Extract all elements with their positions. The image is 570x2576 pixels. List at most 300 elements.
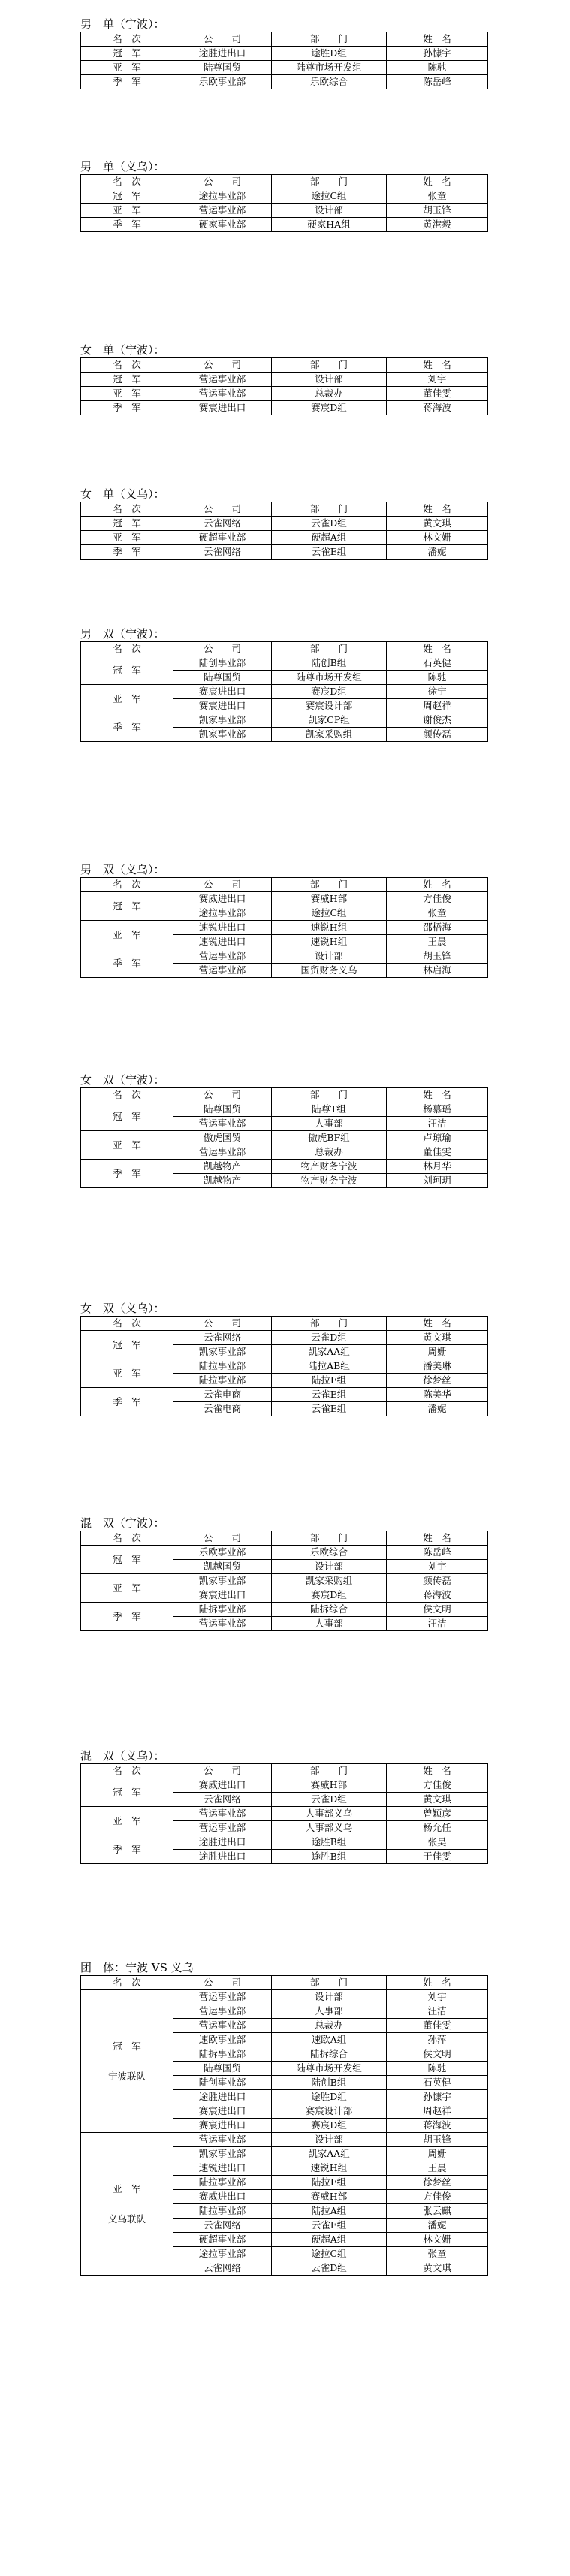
company-cell: 营运事业部: [173, 1145, 272, 1160]
department-cell: 总裁办: [272, 387, 387, 401]
department-cell: 物产财务宁波: [272, 1174, 387, 1188]
department-cell: 赛威H部: [272, 1778, 387, 1793]
department-cell: 陆拉A组: [272, 2204, 387, 2219]
rank-cell: 亚 军: [81, 1131, 173, 1160]
name-cell: 张童: [387, 906, 488, 921]
company-cell: 云雀网络: [173, 1793, 272, 1807]
company-cell: 营运事业部: [173, 2004, 272, 2019]
results-table: [80, 1975, 488, 2276]
header-cell: 公 司: [173, 1531, 272, 1546]
name-cell: 陈岳峰: [387, 1546, 488, 1560]
award-section: [80, 1516, 484, 1631]
name-cell: 刘宇: [387, 1990, 488, 2004]
table-row: [81, 1388, 488, 1402]
department-cell: 云雀E组: [272, 545, 387, 560]
rank-cell: 冠 军 宁波联队: [81, 1990, 173, 2133]
header-cell: 姓 名: [387, 1088, 488, 1102]
rank-cell: 冠 军: [81, 892, 173, 921]
rank-cell: 季 军: [81, 218, 173, 232]
rank-cell: 季 军: [81, 949, 173, 978]
section-title: 女 单（宁波）：: [80, 343, 165, 357]
company-cell: 陆拆事业部: [173, 1603, 272, 1617]
name-cell: 陈驰: [387, 2062, 488, 2076]
table-row: [81, 1778, 488, 1793]
name-cell: 董佳雯: [387, 387, 488, 401]
header-cell: 姓 名: [387, 175, 488, 189]
rank-cell: 季 军: [81, 75, 173, 89]
header-cell: 公 司: [173, 1764, 272, 1778]
department-cell: 设计部: [272, 373, 387, 387]
table-row: [81, 1603, 488, 1617]
company-cell: 营运事业部: [173, 204, 272, 218]
header-row: [81, 1764, 488, 1778]
name-cell: 徐梦丝: [387, 1374, 488, 1388]
name-cell: 董佳雯: [387, 2019, 488, 2033]
header-cell: 名 次: [81, 1531, 173, 1546]
rank-cell: 亚 军 义乌联队: [81, 2133, 173, 2276]
name-cell: 蒋海波: [387, 401, 488, 415]
company-cell: 营运事业部: [173, 2133, 272, 2147]
table-row: [81, 921, 488, 935]
award-section: [80, 17, 484, 89]
header-row: [81, 642, 488, 656]
header-cell: 部 门: [272, 175, 387, 189]
name-cell: 胡玉锋: [387, 204, 488, 218]
department-cell: 总裁办: [272, 2019, 387, 2033]
company-cell: 云雀网络: [173, 1331, 272, 1345]
table-row: [81, 545, 488, 560]
rank-cell: 亚 军: [81, 685, 173, 713]
rank-cell: 冠 军: [81, 1102, 173, 1131]
results-table: [80, 1316, 488, 1416]
company-cell: 营运事业部: [173, 1617, 272, 1631]
header-cell: 公 司: [173, 358, 272, 373]
department-cell: 乐欧综合: [272, 75, 387, 89]
department-cell: 人事部义乌: [272, 1807, 387, 1821]
name-cell: 蒋海波: [387, 1588, 488, 1603]
company-cell: 营运事业部: [173, 1990, 272, 2004]
name-cell: 颜传磊: [387, 1574, 488, 1588]
department-cell: 硬超A组: [272, 531, 387, 545]
rank-cell: 冠 军: [81, 373, 173, 387]
header-cell: 公 司: [173, 1088, 272, 1102]
company-cell: 途拉事业部: [173, 2247, 272, 2261]
name-cell: 潘美琳: [387, 1359, 488, 1374]
name-cell: 孙慷宇: [387, 2090, 488, 2104]
rank-cell: 亚 军: [81, 531, 173, 545]
company-cell: 陆拉事业部: [173, 1374, 272, 1388]
name-cell: 黄文琪: [387, 2261, 488, 2276]
results-table: [80, 877, 488, 978]
name-cell: 蒋海波: [387, 2119, 488, 2133]
department-cell: 速锐H组: [272, 935, 387, 949]
header-cell: 姓 名: [387, 502, 488, 517]
name-cell: 王晨: [387, 2161, 488, 2176]
department-cell: 总裁办: [272, 1145, 387, 1160]
department-cell: 途拉C组: [272, 906, 387, 921]
rank-cell: 亚 军: [81, 1574, 173, 1603]
name-cell: 刘珂玥: [387, 1174, 488, 1188]
rank-cell: 季 军: [81, 1388, 173, 1416]
table-row: [81, 1546, 488, 1560]
rank-cell: 季 军: [81, 1160, 173, 1188]
company-cell: 云雀网络: [173, 2219, 272, 2233]
department-cell: 陆拉F组: [272, 1374, 387, 1388]
department-cell: 硬超A组: [272, 2233, 387, 2247]
company-cell: 营运事业部: [173, 949, 272, 964]
header-cell: 公 司: [173, 32, 272, 47]
department-cell: 途胜B组: [272, 1835, 387, 1850]
company-cell: 途胜进出口: [173, 2090, 272, 2104]
company-cell: 陆拉事业部: [173, 2204, 272, 2219]
header-cell: 名 次: [81, 502, 173, 517]
section-title: 混 双（义乌）：: [80, 1749, 165, 1763]
header-cell: 部 门: [272, 1531, 387, 1546]
header-cell: 名 次: [81, 358, 173, 373]
company-cell: 营运事业部: [173, 387, 272, 401]
header-cell: 部 门: [272, 1088, 387, 1102]
results-table: [80, 1087, 488, 1188]
table-row: [81, 401, 488, 415]
company-cell: 营运事业部: [173, 1821, 272, 1835]
rank-cell: 亚 军: [81, 61, 173, 75]
department-cell: 凯家AA组: [272, 2147, 387, 2161]
company-cell: 凯家事业部: [173, 1345, 272, 1359]
section-title: 团 体：宁波 VS 义乌: [80, 1961, 194, 1974]
name-cell: 刘宇: [387, 373, 488, 387]
company-cell: 速锐进出口: [173, 935, 272, 949]
section-title: 混 双（宁波）：: [80, 1516, 165, 1530]
header-cell: 名 次: [81, 1088, 173, 1102]
rank-cell: 冠 军: [81, 1546, 173, 1574]
company-cell: 营运事业部: [173, 1117, 272, 1131]
department-cell: 陆拉F组: [272, 2176, 387, 2190]
header-row: [81, 32, 488, 47]
company-cell: 乐欧事业部: [173, 1546, 272, 1560]
rank-cell: 季 军: [81, 1603, 173, 1631]
company-cell: 速锐进出口: [173, 2161, 272, 2176]
company-cell: 陆拆事业部: [173, 2047, 272, 2062]
company-cell: 硬家事业部: [173, 218, 272, 232]
department-cell: 人事部义乌: [272, 1821, 387, 1835]
name-cell: 周姗: [387, 1345, 488, 1359]
department-cell: 陆拉AB组: [272, 1359, 387, 1374]
department-cell: 陆拆综合: [272, 1603, 387, 1617]
company-cell: 赛宸进出口: [173, 2119, 272, 2133]
table-row: [81, 892, 488, 906]
header-cell: 部 门: [272, 1317, 387, 1331]
name-cell: 汪洁: [387, 2004, 488, 2019]
header-row: [81, 502, 488, 517]
name-cell: 董佳雯: [387, 1145, 488, 1160]
company-cell: 途拉事业部: [173, 906, 272, 921]
name-cell: 徐宁: [387, 685, 488, 699]
rank-cell: 亚 军: [81, 921, 173, 949]
department-cell: 陆创B组: [272, 2076, 387, 2090]
department-cell: 云雀D组: [272, 1331, 387, 1345]
name-cell: 方佳俊: [387, 2190, 488, 2204]
rank-cell: 季 军: [81, 1835, 173, 1864]
department-cell: 凯家CP组: [272, 713, 387, 728]
department-cell: 云雀E组: [272, 1388, 387, 1402]
company-cell: 凯越物产: [173, 1160, 272, 1174]
department-cell: 云雀D组: [272, 2261, 387, 2276]
department-cell: 赛宸D组: [272, 401, 387, 415]
department-cell: 赛宸D组: [272, 2119, 387, 2133]
section-title: 女 双（宁波）：: [80, 1073, 165, 1087]
company-cell: 陆尊国贸: [173, 61, 272, 75]
table-row: [81, 2133, 488, 2147]
department-cell: 国贸财务义乌: [272, 964, 387, 978]
company-cell: 云雀电商: [173, 1388, 272, 1402]
table-row: [81, 61, 488, 75]
name-cell: 杨允任: [387, 1821, 488, 1835]
name-cell: 黄文琪: [387, 517, 488, 531]
header-cell: 名 次: [81, 1317, 173, 1331]
name-cell: 陈美华: [387, 1388, 488, 1402]
section-title: 男 双（宁波）：: [80, 627, 165, 641]
department-cell: 人事部: [272, 2004, 387, 2019]
results-table: [80, 502, 488, 560]
results-table: [80, 1531, 488, 1631]
name-cell: 侯文明: [387, 2047, 488, 2062]
rank-cell: 亚 军: [81, 204, 173, 218]
department-cell: 陆尊市场开发组: [272, 2062, 387, 2076]
rank-cell: 季 军: [81, 713, 173, 742]
department-cell: 陆尊市场开发组: [272, 671, 387, 685]
company-cell: 途胜进出口: [173, 47, 272, 61]
award-section: [80, 487, 484, 560]
rank-cell: 冠 军: [81, 47, 173, 61]
table-row: [81, 189, 488, 204]
name-cell: 张童: [387, 189, 488, 204]
department-cell: 硬家HA组: [272, 218, 387, 232]
section-title: 女 单（义乌）：: [80, 487, 165, 501]
header-cell: 姓 名: [387, 358, 488, 373]
department-cell: 凯家采购组: [272, 1574, 387, 1588]
header-cell: 部 门: [272, 502, 387, 517]
name-cell: 潘妮: [387, 1402, 488, 1416]
header-cell: 名 次: [81, 642, 173, 656]
header-cell: 姓 名: [387, 1764, 488, 1778]
header-cell: 部 门: [272, 32, 387, 47]
header-cell: 部 门: [272, 1764, 387, 1778]
company-cell: 凯家事业部: [173, 1574, 272, 1588]
company-cell: 凯家事业部: [173, 713, 272, 728]
company-cell: 凯越物产: [173, 1174, 272, 1188]
department-cell: 陆尊市场开发组: [272, 61, 387, 75]
company-cell: 硬超事业部: [173, 531, 272, 545]
company-cell: 赛宸进出口: [173, 699, 272, 713]
table-row: [81, 1331, 488, 1345]
department-cell: 途胜B组: [272, 1850, 387, 1864]
department-cell: 设计部: [272, 1560, 387, 1574]
company-cell: 途拉事业部: [173, 189, 272, 204]
department-cell: 赛宸设计部: [272, 2104, 387, 2119]
results-table: [80, 174, 488, 232]
header-cell: 名 次: [81, 878, 173, 892]
header-cell: 姓 名: [387, 642, 488, 656]
table-row: [81, 531, 488, 545]
company-cell: 凯家事业部: [173, 728, 272, 742]
department-cell: 途胜D组: [272, 47, 387, 61]
department-cell: 傲虎BF组: [272, 1131, 387, 1145]
name-cell: 颜传磊: [387, 728, 488, 742]
table-row: [81, 47, 488, 61]
header-row: [81, 1317, 488, 1331]
rank-cell: 冠 军: [81, 1778, 173, 1807]
name-cell: 孙萍: [387, 2033, 488, 2047]
name-cell: 徐梦丝: [387, 2176, 488, 2190]
header-row: [81, 878, 488, 892]
section-title: 男 单（宁波）：: [80, 17, 165, 31]
name-cell: 张云麒: [387, 2204, 488, 2219]
name-cell: 林启海: [387, 964, 488, 978]
department-cell: 云雀D组: [272, 517, 387, 531]
award-section: [80, 1748, 484, 1864]
name-cell: 张童: [387, 2247, 488, 2261]
company-cell: 凯家事业部: [173, 2147, 272, 2161]
company-cell: 赛宸进出口: [173, 1588, 272, 1603]
award-section: [80, 1960, 484, 2276]
header-cell: 名 次: [81, 1764, 173, 1778]
department-cell: 人事部: [272, 1617, 387, 1631]
rank-cell: 冠 军: [81, 189, 173, 204]
rank-cell: 冠 军: [81, 656, 173, 685]
results-table: [80, 32, 488, 89]
company-cell: 途胜进出口: [173, 1835, 272, 1850]
name-cell: 石英健: [387, 656, 488, 671]
header-row: [81, 175, 488, 189]
header-cell: 名 次: [81, 175, 173, 189]
name-cell: 谢俊杰: [387, 713, 488, 728]
name-cell: 林文姗: [387, 2233, 488, 2247]
name-cell: 石英健: [387, 2076, 488, 2090]
department-cell: 赛宸D组: [272, 685, 387, 699]
name-cell: 周姗: [387, 2147, 488, 2161]
rank-cell: 亚 军: [81, 1807, 173, 1835]
table-row: [81, 218, 488, 232]
company-cell: 云雀网络: [173, 2261, 272, 2276]
table-row: [81, 1160, 488, 1174]
table-row: [81, 949, 488, 964]
table-row: [81, 204, 488, 218]
results-table: [80, 641, 488, 742]
department-cell: 云雀E组: [272, 1402, 387, 1416]
department-cell: 设计部: [272, 949, 387, 964]
company-cell: 营运事业部: [173, 2019, 272, 2033]
company-cell: 陆尊国贸: [173, 2062, 272, 2076]
department-cell: 物产财务宁波: [272, 1160, 387, 1174]
header-cell: 姓 名: [387, 878, 488, 892]
name-cell: 陈驰: [387, 671, 488, 685]
department-cell: 速欧A组: [272, 2033, 387, 2047]
department-cell: 云雀D组: [272, 1793, 387, 1807]
company-cell: 赛宸进出口: [173, 401, 272, 415]
company-cell: 赛宸进出口: [173, 2104, 272, 2119]
department-cell: 途拉C组: [272, 2247, 387, 2261]
company-cell: 赛威进出口: [173, 2190, 272, 2204]
section-title: 男 双（义乌）：: [80, 863, 165, 876]
company-cell: 途胜进出口: [173, 1850, 272, 1864]
company-cell: 陆创事业部: [173, 656, 272, 671]
table-row: [81, 656, 488, 671]
name-cell: 孙慷宇: [387, 47, 488, 61]
name-cell: 胡玉锋: [387, 949, 488, 964]
name-cell: 周赵祥: [387, 699, 488, 713]
department-cell: 云雀E组: [272, 2219, 387, 2233]
department-cell: 陆拆综合: [272, 2047, 387, 2062]
department-cell: 途胜D组: [272, 2090, 387, 2104]
award-section: [80, 626, 484, 742]
company-cell: 营运事业部: [173, 964, 272, 978]
table-row: [81, 75, 488, 89]
department-cell: 陆创B组: [272, 656, 387, 671]
rank-cell: 季 军: [81, 401, 173, 415]
name-cell: 邵梧海: [387, 921, 488, 935]
award-section: [80, 1301, 484, 1416]
department-cell: 赛威H部: [272, 2190, 387, 2204]
name-cell: 侯文明: [387, 1603, 488, 1617]
department-cell: 赛宸设计部: [272, 699, 387, 713]
rank-cell: 冠 军: [81, 517, 173, 531]
name-cell: 黄港毅: [387, 218, 488, 232]
company-cell: 云雀网络: [173, 517, 272, 531]
results-table: [80, 1763, 488, 1864]
name-cell: 潘妮: [387, 2219, 488, 2233]
name-cell: 王晨: [387, 935, 488, 949]
company-cell: 营运事业部: [173, 1807, 272, 1821]
company-cell: 凯越国贸: [173, 1560, 272, 1574]
header-row: [81, 1531, 488, 1546]
name-cell: 汪洁: [387, 1617, 488, 1631]
name-cell: 曾颖彦: [387, 1807, 488, 1821]
name-cell: 卢琼瑜: [387, 1131, 488, 1145]
department-cell: 速锐H组: [272, 2161, 387, 2176]
table-row: [81, 373, 488, 387]
table-row: [81, 1835, 488, 1850]
rank-cell: 季 军: [81, 545, 173, 560]
header-cell: 公 司: [173, 642, 272, 656]
table-row: [81, 1102, 488, 1117]
company-cell: 陆创事业部: [173, 2076, 272, 2090]
company-cell: 速欧事业部: [173, 2033, 272, 2047]
name-cell: 胡玉锋: [387, 2133, 488, 2147]
table-row: [81, 685, 488, 699]
company-cell: 乐欧事业部: [173, 75, 272, 89]
section-title: 女 双（义乌）：: [80, 1302, 165, 1315]
header-cell: 部 门: [272, 1976, 387, 1990]
header-cell: 公 司: [173, 175, 272, 189]
rank-cell: 冠 军: [81, 1331, 173, 1359]
name-cell: 张昊: [387, 1835, 488, 1850]
header-cell: 部 门: [272, 878, 387, 892]
company-cell: 傲虎国贸: [173, 1131, 272, 1145]
department-cell: 凯家AA组: [272, 1345, 387, 1359]
header-cell: 部 门: [272, 358, 387, 373]
name-cell: 潘妮: [387, 545, 488, 560]
header-cell: 部 门: [272, 642, 387, 656]
rank-cell: 亚 军: [81, 1359, 173, 1388]
header-row: [81, 1088, 488, 1102]
header-cell: 姓 名: [387, 32, 488, 47]
company-cell: 营运事业部: [173, 373, 272, 387]
department-cell: 凯家采购组: [272, 728, 387, 742]
company-cell: 云雀电商: [173, 1402, 272, 1416]
department-cell: 赛威H部: [272, 892, 387, 906]
department-cell: 赛宸D组: [272, 1588, 387, 1603]
name-cell: 汪洁: [387, 1117, 488, 1131]
